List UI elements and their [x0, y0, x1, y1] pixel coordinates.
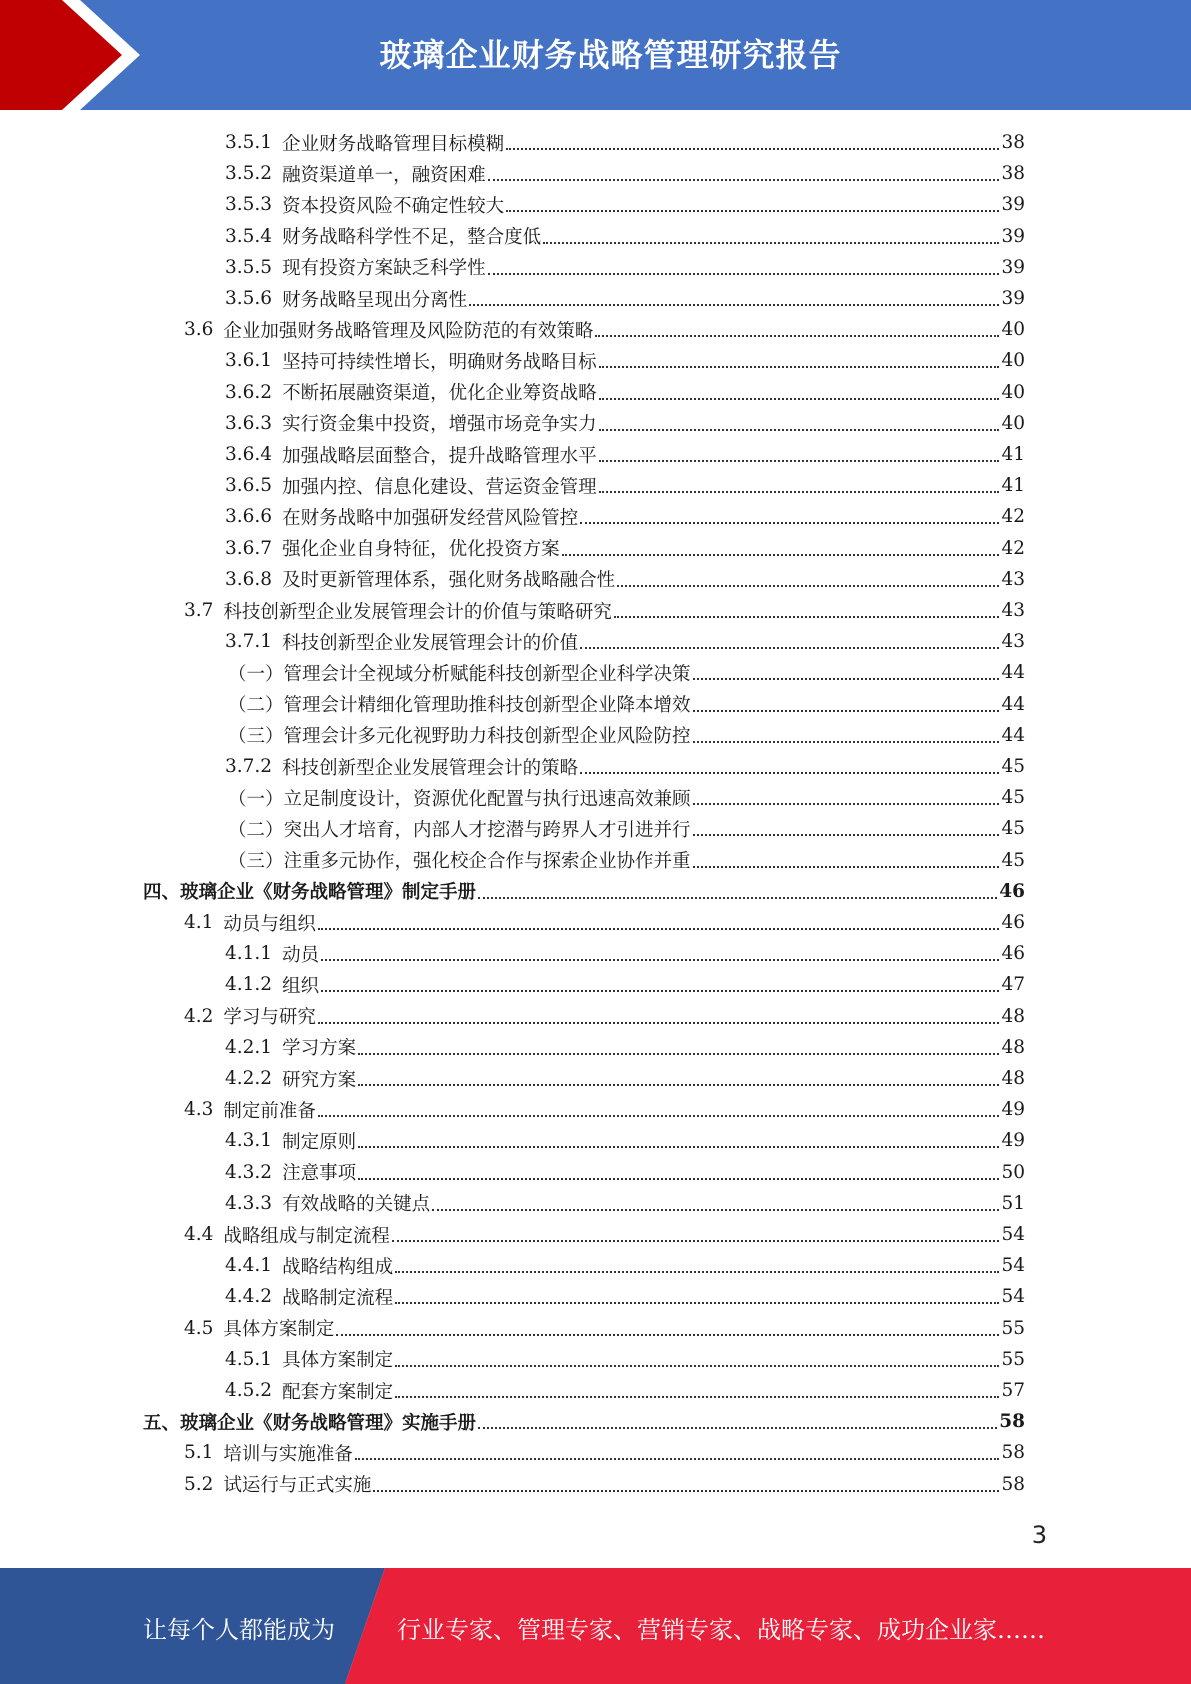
toc-entry-title: 强化企业自身特征，优化投资方案: [282, 539, 560, 561]
toc-entry-page: 43: [1001, 600, 1025, 621]
toc-dot-leader: [318, 1022, 1000, 1024]
toc-entry-title: 科技创新型企业发展管理会计的策略: [282, 757, 579, 779]
toc-entry[interactable]: [0, 689, 1025, 720]
toc-dot-leader: [693, 866, 1000, 868]
toc-entry-page: 46: [1001, 943, 1025, 965]
toc-entry[interactable]: [0, 969, 1025, 1000]
toc-entry[interactable]: [0, 377, 1025, 408]
toc-entry[interactable]: [0, 1094, 1025, 1125]
toc-entry[interactable]: [0, 626, 1025, 657]
toc-dot-leader: [395, 1396, 999, 1398]
toc-entry-page: 44: [1001, 662, 1025, 684]
toc-entry[interactable]: [0, 1063, 1025, 1094]
toc-dot-leader: [469, 304, 999, 306]
toc-entry-page: 45: [1001, 849, 1025, 871]
toc-dot-leader: [580, 772, 999, 774]
toc-entry-page: 42: [1001, 537, 1025, 559]
toc-entry-title: 具体方案制定: [282, 1350, 394, 1372]
toc-dot-leader: [321, 959, 999, 961]
toc-entry[interactable]: [0, 657, 1025, 688]
toc-entry-page: 58: [1001, 1442, 1025, 1464]
toc-entry[interactable]: [0, 533, 1025, 564]
toc-entry-page: 45: [1001, 818, 1025, 840]
toc-dot-leader: [336, 1334, 999, 1336]
toc-entry-page: 45: [1001, 787, 1025, 809]
toc-entry-number: 5.1: [184, 1442, 214, 1464]
toc-entry-title: （一）立足制度设计，资源优化配置与执行迅速高效兼顾: [228, 788, 691, 810]
toc-entry[interactable]: [0, 1437, 1025, 1468]
toc-entry-page: 40: [1001, 319, 1025, 341]
toc-entry-page: 49: [1001, 1130, 1025, 1152]
toc-entry-page: 40: [1001, 381, 1025, 403]
toc-entry-title: 研究方案: [282, 1069, 357, 1091]
toc-entry[interactable]: [0, 439, 1025, 470]
toc-entry-title: 加强内控、信息化建设、营运资金管理: [282, 476, 597, 498]
toc-entry-number: 4.1.2: [225, 974, 273, 996]
toc-entry-title: （三）注重多元协作，强化校企合作与探索企业协作并重: [228, 851, 691, 873]
toc-entry-number: 3.6.5: [225, 475, 273, 497]
toc-entry-page: 55: [1001, 1348, 1025, 1370]
toc-entry[interactable]: [0, 127, 1025, 158]
toc-entry-title: 科技创新型企业发展管理会计的价值与策略研究: [223, 601, 612, 623]
toc-entry[interactable]: [0, 283, 1025, 314]
toc-dot-leader: [506, 148, 999, 150]
toc-entry-page: 47: [1001, 974, 1025, 996]
toc-entry-title: 具体方案制定: [223, 1319, 335, 1341]
toc-entry-title: 制定原则: [282, 1131, 357, 1153]
toc-entry-page: 54: [1001, 1224, 1025, 1245]
toc-entry-page: 55: [1001, 1317, 1025, 1339]
toc-entry-title: 有效战略的关键点: [282, 1194, 431, 1216]
toc-entry-number: 5.2: [184, 1473, 214, 1495]
toc-dot-leader: [599, 366, 1000, 368]
toc-entry-number: 4.1.1: [225, 943, 273, 965]
toc-entry-number: 4.4: [184, 1224, 214, 1245]
toc-entry[interactable]: [0, 158, 1025, 189]
toc-entry[interactable]: [0, 1375, 1025, 1406]
toc-entry-title: 培训与实施准备: [223, 1443, 353, 1465]
toc-dot-leader: [595, 335, 999, 337]
toc-entry-number: 3.6.6: [225, 506, 273, 528]
toc-entry-number: 4.4.2: [225, 1286, 273, 1308]
toc-entry-number: 3.5.4: [225, 225, 273, 247]
toc-entry-title: 财务战略呈现出分离性: [282, 289, 468, 311]
toc-entry-title: 企业财务战略管理目标模糊: [282, 133, 505, 155]
toc-entry-page: 43: [1001, 631, 1025, 653]
toc-dot-leader: [488, 273, 1000, 275]
toc-entry-number: 4.5: [184, 1317, 214, 1339]
toc-entry-page: 54: [1001, 1286, 1025, 1308]
toc-entry-number: 4.1: [184, 912, 214, 933]
toc-entry-title: 学习方案: [282, 1038, 357, 1060]
toc-entry-title: 学习与研究: [223, 1007, 316, 1029]
toc-entry[interactable]: [0, 1406, 1025, 1437]
toc-entry-number: 3.6.3: [225, 412, 273, 434]
toc-dot-leader: [488, 179, 1000, 181]
toc-entry[interactable]: [0, 1469, 1025, 1500]
toc-entry-page: 40: [1001, 350, 1025, 372]
toc-entry[interactable]: [0, 751, 1025, 782]
toc-entry[interactable]: [0, 189, 1025, 220]
toc-entry-title: 注意事项: [282, 1163, 357, 1185]
toc-entry-page: 42: [1001, 506, 1025, 528]
toc-entry-page: 39: [1001, 256, 1025, 278]
toc-entry-page: 48: [1001, 1005, 1025, 1027]
toc-dot-leader: [318, 1115, 1000, 1117]
toc-entry[interactable]: [0, 221, 1025, 252]
toc-entry-page: 39: [1001, 288, 1025, 309]
toc-dot-leader: [580, 522, 999, 524]
toc-entry-number: 4.2.1: [225, 1036, 273, 1058]
toc-entry-number: 3.5.2: [225, 163, 273, 185]
toc-entry-number: 4.3.2: [225, 1161, 273, 1183]
toc-entry-page: 58: [999, 1411, 1025, 1433]
toc-entry-title: （一）管理会计全视域分析赋能科技创新型企业科学决策: [228, 663, 691, 685]
toc-entry-number: 4.5.1: [225, 1348, 273, 1370]
toc-entry-number: 3.6.1: [225, 350, 273, 372]
toc-entry-number: 3.6.4: [225, 444, 273, 465]
toc-entry-number: 3.5.1: [225, 132, 273, 153]
toc-entry-title: 战略组成与制定流程: [223, 1225, 390, 1247]
toc-dot-leader: [599, 429, 1000, 431]
toc-entry[interactable]: [0, 1032, 1025, 1063]
toc-entry-title: 动员: [282, 944, 320, 966]
toc-entry-number: 3.5.5: [225, 256, 273, 278]
toc-entry-page: 45: [1001, 756, 1025, 777]
footer-slogan-right: 行业专家、管理专家、营销专家、战略专家、成功企业家……: [397, 1616, 1045, 1644]
toc-entry-title: （二）突出人才培育，内部人才挖潜与跨界人才引进并行: [228, 819, 691, 841]
toc-entry-page: 39: [1001, 194, 1025, 216]
toc-entry[interactable]: [0, 252, 1025, 283]
toc-entry-title: 实行资金集中投资，增强市场竞争实力: [282, 414, 597, 436]
toc-entry[interactable]: [0, 1344, 1025, 1375]
toc-entry-number: 3.6: [184, 319, 214, 341]
toc-entry-number: 4.3: [184, 1099, 214, 1121]
toc-dot-leader: [580, 647, 999, 649]
toc-entry-title: 五、玻璃企业《财务战略管理》实施手册: [143, 1412, 477, 1434]
toc-entry-title: 加强战略层面整合，提升战略管理水平: [282, 445, 597, 467]
page-footer: [0, 1568, 1191, 1684]
toc-entry-page: 46: [1001, 912, 1025, 933]
toc-entry-number: 4.5.2: [225, 1380, 273, 1401]
toc-entry-page: 54: [1001, 1255, 1025, 1277]
toc-entry-number: 3.5.6: [225, 288, 273, 309]
toc-dot-leader: [693, 678, 1000, 680]
toc-dot-leader: [693, 834, 1000, 836]
toc-dot-leader: [358, 1084, 999, 1086]
toc-entry-number: 4.4.1: [225, 1255, 273, 1277]
toc-entry-page: 48: [1001, 1036, 1025, 1058]
toc-entry-page: 44: [1001, 724, 1025, 746]
toc-entry-number: 3.7.2: [225, 756, 273, 777]
toc-entry[interactable]: [0, 782, 1025, 813]
toc-entry-title: 融资渠道单一，融资困难: [282, 164, 486, 186]
toc-dot-leader: [395, 1365, 999, 1367]
toc-dot-leader: [543, 242, 999, 244]
toc-entry-title: 资本投资风险不确定性较大: [282, 195, 505, 217]
toc-entry[interactable]: [0, 564, 1025, 595]
toc-entry-page: 43: [1001, 568, 1025, 590]
toc-entry[interactable]: [0, 408, 1025, 439]
toc-entry[interactable]: [0, 501, 1025, 532]
toc-dot-leader: [355, 1458, 1000, 1460]
toc-dot-leader: [321, 990, 999, 992]
toc-dot-leader: [562, 554, 1000, 556]
toc-dot-leader: [358, 1178, 999, 1180]
toc-entry-page: 58: [1001, 1473, 1025, 1495]
toc-dot-leader: [392, 1240, 1000, 1242]
toc-dot-leader: [478, 1427, 997, 1429]
toc-entry[interactable]: [0, 1001, 1025, 1032]
toc-entry-title: 财务战略科学性不足，整合度低: [282, 227, 542, 249]
toc-entry-title: 不断拓展融资渠道，优化企业筹资战略: [282, 383, 597, 405]
footer-slogan-left: 让每个人都能成为: [143, 1616, 335, 1644]
toc-entry[interactable]: [0, 938, 1025, 969]
toc-entry[interactable]: [0, 314, 1025, 345]
toc-entry-page: 38: [1001, 132, 1025, 153]
toc-entry-title: 配套方案制定: [282, 1381, 394, 1403]
toc-entry[interactable]: [0, 720, 1025, 751]
toc-dot-leader: [373, 1490, 999, 1492]
toc-dot-leader: [395, 1302, 999, 1304]
page-number: 3: [1031, 1521, 1047, 1549]
toc-dot-leader: [599, 491, 1000, 493]
toc-entry-page: 49: [1001, 1099, 1025, 1121]
toc-entry-number: 4.3.1: [225, 1130, 273, 1152]
toc-entry-page: 39: [1001, 225, 1025, 247]
toc-entry-title: 战略制定流程: [282, 1287, 394, 1309]
toc-dot-leader: [693, 741, 1000, 743]
toc-entry-number: 3.7: [184, 600, 214, 621]
toc-entry[interactable]: [0, 1250, 1025, 1281]
toc-entry-page: 51: [1001, 1192, 1025, 1214]
toc-dot-leader: [478, 897, 997, 899]
toc-entry-page: 40: [1001, 412, 1025, 434]
toc-entry-page: 44: [1001, 693, 1025, 715]
toc-entry-title: 坚持可持续性增长，明确财务战略目标: [282, 351, 597, 373]
toc-entry-page: 46: [999, 880, 1025, 902]
toc-entry-page: 50: [1001, 1161, 1025, 1183]
toc-entry-title: 及时更新管理体系，强化财务战略融合性: [282, 570, 616, 592]
toc-entry[interactable]: [0, 1219, 1025, 1250]
toc-entry-number: 3.7.1: [225, 631, 273, 653]
toc-entry-title: 制定前准备: [223, 1100, 316, 1122]
toc-entry-page: 41: [1001, 444, 1025, 465]
toc-entry[interactable]: [0, 345, 1025, 376]
toc-entry[interactable]: [0, 907, 1025, 938]
toc-entry-title: 试运行与正式实施: [223, 1475, 372, 1497]
toc-entry-title: （三）管理会计多元化视野助力科技创新型企业风险防控: [228, 726, 691, 748]
toc-entry-title: 科技创新型企业发展管理会计的价值: [282, 632, 579, 654]
toc-entry[interactable]: [0, 1281, 1025, 1312]
toc-dot-leader: [395, 1271, 999, 1273]
page-header: [0, 0, 1191, 110]
toc-dot-leader: [693, 710, 1000, 712]
toc-entry[interactable]: [0, 1313, 1025, 1344]
toc-dot-leader: [358, 1146, 999, 1148]
toc-dot-leader: [358, 1053, 999, 1055]
toc-entry-title: 动员与组织: [223, 913, 316, 935]
toc-entry-page: 57: [1001, 1380, 1025, 1401]
toc-entry-number: 3.6.8: [225, 568, 273, 590]
toc-entry-title: 企业加强财务战略管理及风险防范的有效策略: [223, 320, 594, 342]
toc-entry-number: 3.5.3: [225, 194, 273, 216]
toc-dot-leader: [693, 803, 1000, 805]
toc-entry-number: 3.6.7: [225, 537, 273, 559]
toc-dot-leader: [599, 460, 1000, 462]
toc-entry-page: 48: [1001, 1068, 1025, 1089]
toc-entry-page: 38: [1001, 163, 1025, 185]
toc-entry-title: （二）管理会计精细化管理助推科技创新型企业降本增效: [228, 695, 691, 717]
toc-entry[interactable]: [0, 1157, 1025, 1188]
toc-dot-leader: [617, 585, 999, 587]
toc-entry-number: 4.3.3: [225, 1192, 273, 1214]
toc-entry[interactable]: [0, 813, 1025, 844]
toc-entry[interactable]: [0, 876, 1025, 907]
toc-entry-title: 在财务战略中加强研发经营风险管控: [282, 507, 579, 529]
toc-dot-leader: [599, 398, 1000, 400]
toc-entry[interactable]: [0, 1188, 1025, 1219]
toc-entry[interactable]: [0, 1125, 1025, 1156]
header-title: 玻璃企业财务战略管理研究报告: [379, 36, 842, 74]
toc-entry-page: 41: [1001, 475, 1025, 497]
toc-entry-number: 3.6.2: [225, 381, 273, 403]
toc-entry[interactable]: [0, 470, 1025, 501]
toc-entry-number: 4.2.2: [225, 1068, 273, 1089]
toc-dot-leader: [614, 616, 1000, 618]
toc-entry[interactable]: [0, 845, 1025, 876]
toc-entry-title: 战略结构组成: [282, 1256, 394, 1278]
toc-entry-title: 组织: [282, 975, 320, 997]
toc-entry-title: 四、玻璃企业《财务战略管理》制定手册: [143, 882, 477, 904]
toc-entry[interactable]: [0, 595, 1025, 626]
toc-entry-number: 4.2: [184, 1005, 214, 1027]
toc-dot-leader: [432, 1209, 999, 1211]
toc-dot-leader: [318, 928, 1000, 930]
toc-dot-leader: [506, 210, 999, 212]
toc-entry-title: 现有投资方案缺乏科学性: [282, 258, 486, 280]
